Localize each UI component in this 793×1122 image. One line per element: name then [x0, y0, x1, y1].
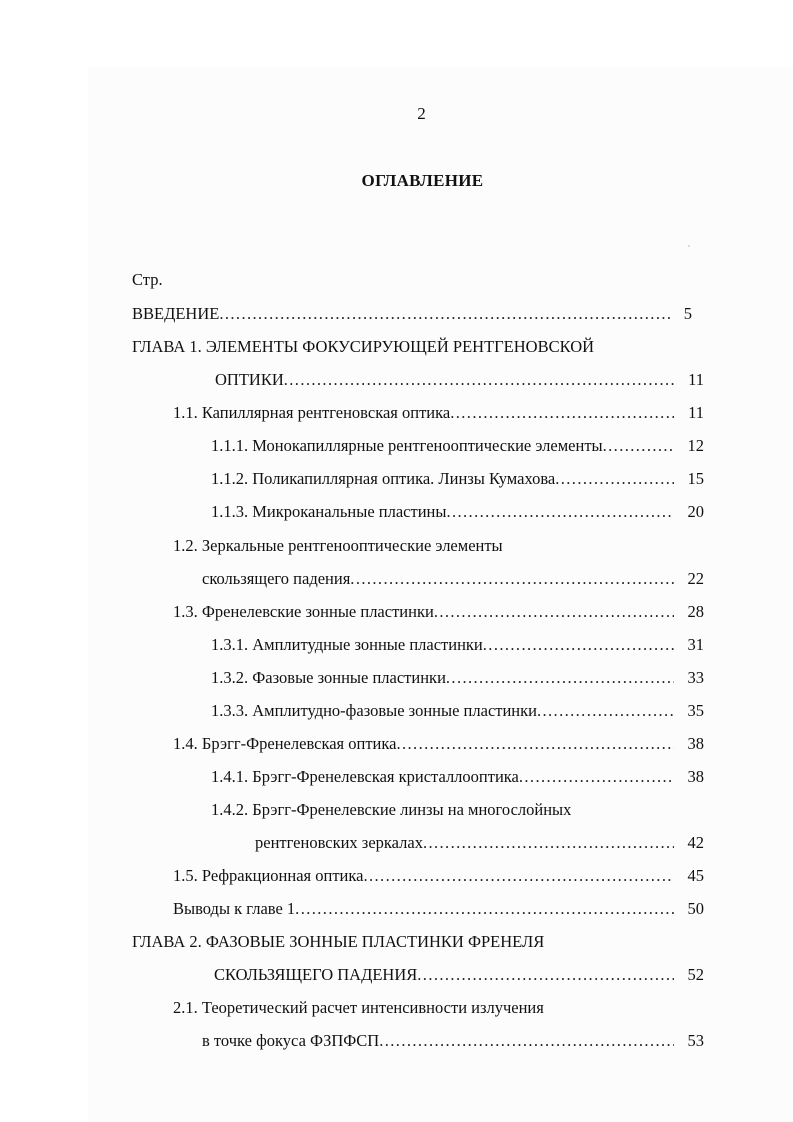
toc-entry-text: 1.1.3. Микроканальные пластины	[211, 502, 447, 521]
dot-leader	[450, 402, 674, 424]
toc-entry	[173, 865, 674, 887]
toc-page-number: 53	[687, 1031, 704, 1050]
toc-entry-text: 1.4. Брэгг-Френелевская оптика	[173, 734, 397, 753]
toc-section-heading: 2.1. Теоретический расчет интенсивности излучения	[173, 998, 544, 1017]
toc-entry	[211, 700, 674, 722]
toc-entry-text: скользящего падения	[202, 569, 351, 588]
toc-page-number: 11	[688, 370, 704, 389]
dot-leader	[519, 766, 674, 788]
dot-leader	[350, 568, 674, 590]
dot-leader	[396, 733, 674, 755]
toc-page-number: 45	[687, 866, 704, 885]
toc-entry-text: 1.1.1. Монокапиллярные рентгенооптические элементы	[211, 436, 603, 455]
toc-page-number: 11	[688, 403, 704, 422]
toc-page-number: 33	[687, 668, 704, 687]
toc-entry-text: 1.3.3. Амплитудно-фазовые зонные пластинки	[211, 701, 537, 720]
toc-page-number: 35	[687, 701, 704, 720]
toc-entry-text: Выводы к главе 1	[173, 899, 296, 918]
toc-entry	[215, 369, 674, 391]
toc-entry-text: 1.1. Капиллярная рентгеновская оптика	[173, 403, 451, 422]
toc-page-number: 31	[687, 635, 704, 654]
dot-leader	[219, 303, 672, 325]
toc-entry-text: СКОЛЬЗЯЩЕГО ПАДЕНИЯ	[214, 965, 418, 984]
dot-leader	[434, 601, 674, 623]
dot-leader	[446, 501, 674, 523]
toc-entry-text: в точке фокуса ФЗПФСП	[202, 1031, 380, 1050]
toc-entry-text: ВВЕДЕНИЕ	[132, 304, 220, 323]
dot-leader	[537, 700, 674, 722]
toc-entry	[202, 1030, 674, 1052]
toc-page-number: 52	[687, 965, 704, 984]
dot-leader	[446, 667, 674, 689]
toc-page-number: 15	[687, 469, 704, 488]
toc-entry	[173, 402, 674, 424]
toc-entry	[211, 634, 674, 656]
toc-subsection-heading: 1.4.2. Брэгг-Френелевские линзы на многослойных	[211, 800, 572, 819]
toc-entry	[173, 898, 674, 920]
dot-leader	[555, 468, 674, 490]
dot-leader	[417, 964, 674, 986]
toc-entry-text: 1.5. Рефракционная оптика	[173, 866, 364, 885]
toc-entry-text: рентгеновских зеркалах	[255, 833, 423, 852]
dot-leader	[295, 898, 674, 920]
toc-entry	[211, 468, 674, 490]
toc-title: ОГЛАВЛЕНИЕ	[361, 171, 484, 190]
toc-entry-text: 1.3.2. Фазовые зонные пластинки	[211, 668, 446, 687]
toc-page-number: 12	[687, 436, 704, 455]
toc-entry-text: 1.3. Френелевские зонные пластинки	[173, 602, 434, 621]
dot-leader	[379, 1030, 674, 1052]
toc-entry	[132, 303, 672, 325]
toc-page-number: 22	[687, 569, 704, 588]
toc-entry	[202, 568, 674, 590]
toc-entry-text: ОПТИКИ	[215, 370, 284, 389]
dot-leader	[423, 832, 674, 854]
toc-entry	[211, 501, 674, 523]
toc-entry	[211, 667, 674, 689]
toc-page-number: 42	[687, 833, 704, 852]
dot-leader	[363, 865, 674, 887]
toc-entry	[211, 435, 674, 457]
dot-leader	[483, 634, 674, 656]
toc-page-number: 5	[683, 304, 692, 323]
toc-entry	[173, 733, 674, 755]
toc-page-number: 38	[687, 734, 704, 753]
toc-entry	[214, 964, 674, 986]
toc-page-number: 20	[687, 502, 704, 521]
toc-entry-text: 1.1.2. Поликапиллярная оптика. Линзы Кумахова	[211, 469, 556, 488]
page-number: 2	[417, 104, 426, 123]
toc-entry	[255, 832, 674, 854]
toc-chapter-heading: ГЛАВА 2. ФАЗОВЫЕ ЗОННЫЕ ПЛАСТИНКИ ФРЕНЕЛЯ	[132, 932, 545, 951]
page-column-label: Стр.	[132, 270, 163, 289]
dot-leader	[284, 369, 674, 391]
toc-entry	[211, 766, 674, 788]
toc-entry-text: 1.4.1. Брэгг-Френелевская кристаллооптика	[211, 767, 519, 786]
toc-chapter-heading: ГЛАВА 1. ЭЛЕМЕНТЫ ФОКУСИРУЮЩЕЙ РЕНТГЕНОВСКОЙ	[132, 337, 595, 356]
toc-entry-text: 1.3.1. Амплитудные зонные пластинки	[211, 635, 483, 654]
toc-page-number: 28	[687, 602, 704, 621]
toc-page-number: 50	[687, 899, 704, 918]
toc-section-heading: 1.2. Зеркальные рентгенооптические элементы	[173, 536, 503, 555]
toc-page-number: 38	[687, 767, 704, 786]
toc-entry	[173, 601, 674, 623]
